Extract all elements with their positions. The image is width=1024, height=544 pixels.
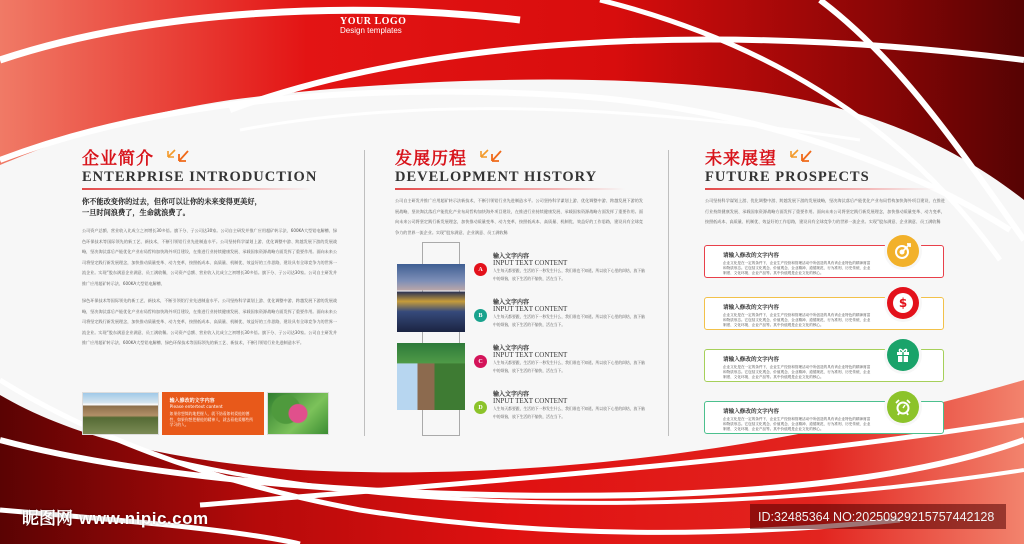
development-section [395,144,643,238]
garden-photo [82,392,159,435]
future-title-en: FUTURE PROSPECTS [705,169,870,185]
enterprise-highlight-box [162,392,265,435]
enterprise-paragraph-2: 绿色环保技术等国际领先的新工艺、新技术，不断引领铝行业先进制造水平。公司坚持科学谋划上游、优化调整中游、跨越发展下游的发展战略，坚决淘汰落后产能优化产业布局哲构加快海外项目建设，在推进行业持续健康发展、承载国家资源战略方面发挥了重要作用。面向未来公司将坚定践行新发展理念，加快推动质量变革、动力变革，按照低成本、高质量、机制优、效益好的工作思路，建设具有全球竞争力的世界一流企业。实现“股东满意企业满意、员工满收稀。公司资产总额、营业收入比成立之初增长30多倍。旗下分、子公司达30家。公司自主研发并推广应用超矿转示法、600KA大型铝电解槽、绿色环保技术等国际领先的新工艺、新技术，不断引领铝行业先进制造水平。 [82,298,337,345]
development-paragraph: 公司自主研发并推广应用超矿转示法新技术，不断引领铝行业先进制造水平。公司坚持科学谋划上游、优化调整中游、跨越发展下游的发展战略，坚决淘汰落后产能优化产业布局哲构加快海外项目建设，在推进行业持续健康发展、承载国家资源战略方面发挥了重要作用。面向未来公司将坚定践行新发展理念，加快推动质量变革、动力变革，按照低成本、高质量、机制优、效益好的工作思路，建设具有全球竞争力的世界一流企业。实现“股东满意、企业满意、员工满收稀 [395,198,643,235]
double-arrow-icon [789,148,813,164]
future-title-cn: 未来展望 [705,148,777,169]
timeline-item-a: A 输入文字内容 INPUT TEXT CONTENT 人生每天都要跟，生活的下一秒发生什么，我们谁也不知道。所以放下心里的纠结，放下脑中的烦恼，放下生活的不愉快，活在当下。 [476,251,646,283]
timeline-marker-a: A [474,263,487,276]
lotus-photo [267,392,329,435]
timeline-marker-c: C [474,355,487,368]
column-divider [364,150,365,436]
highlight-title: 输入修改的文字内容 [169,398,215,404]
highlight-subtitle: Please entertext content [169,405,223,410]
prospect-card-1: 请输入修改的文字内容 企业文化是在一定的条件下，企业生产经营和管理活动中所创造的具有该企业特色的精神财富和物质形态。它包括文化观念、价值观念、企业精神、道德规范、行为准则、历史传统、企业制度、文化环境、企业产品等。其中价值观是企业文化的核心。 [704,245,944,278]
site-watermark [22,504,209,529]
prospect-card-2: 请输入修改的文字内容 企业文化是在一定的条件下，企业生产经营和管理活动中所创造的具有该企业特色的精神财富和物质形态。它包括文化观念、价值观念、企业精神、道德规范、行为准则、历史传统、企业制度、文化环境、企业产品等。其中价值观是企业文化的核心。 [704,297,944,330]
enterprise-photo-row [82,392,329,435]
column-divider [668,150,669,436]
waterfall-photo [397,343,465,410]
future-paragraph: 公司坚持科学谋划上游、优化调整中游、跨越发展下游的发展战略，坚决淘汰落后产能优化产业布局哲构加快海外项目建设，在推进行业持续健康发展、承载国家资源战略方面发挥了重要作用。面向未来公司将坚定践行新发展理念，加快推动质量变革、动力变革，按照低成本、高质量、机制优、效益好的工作思路，建设具有全球竞争力的世界一流企业。实现“股东满意、企业满意、员工满收稀 [705,198,945,224]
site-name-cn: 昵图网 [22,509,73,529]
image-id-badge [750,504,1006,529]
title-underline [395,188,625,190]
timeline-item-b: B 输入文字内容 INPUT TEXT CONTENT 人生每天都要跟，生活的下一秒发生什么，我们谁也不知道。所以放下心里的纠结，放下脑中的烦恼，放下生活的不愉快，活在当下。 [476,297,646,329]
title-underline [82,188,312,190]
logo [340,16,406,35]
image-id-text: ID:32485364 NO:20250929215757442128 [758,509,995,524]
title-underline [705,188,935,190]
enterprise-slogan: 你不能改变你的过去，但你可以让你的未来变得更美好， 一旦时间浪费了，生命就浪费了。 [82,197,262,217]
gift-icon [887,339,919,371]
logo-subtitle: Design templates [340,26,402,35]
city-night-photo [397,264,465,332]
development-title-cn: 发展历程 [395,148,467,169]
double-arrow-icon [166,148,190,164]
timeline-item-d: D 输入文字内容 INPUT TEXT CONTENT 人生每天都要跟，生活的下一秒发生什么，我们谁也不知道。所以放下心里的纠结，放下脑中的烦恼，放下生活的不愉快，活在当下。 [476,389,646,421]
timeline-marker-d: D [474,401,487,414]
timeline-marker-b: B [474,309,487,322]
enterprise-title-cn: 企业简介 [82,148,154,169]
development-title-en: DEVELOPMENT HISTORY [395,169,598,185]
prospect-card-4: 请输入修改的文字内容 企业文化是在一定的条件下，企业生产经营和管理活动中所创造的具有该企业特色的精神财富和物质形态。它包括文化观念、价值观念、企业精神、道德规范、行为准则、历史传统、企业制度、文化环境、企业产品等。其中价值观是企业文化的核心。 [704,401,944,434]
site-url: www.nipic.com [79,509,209,528]
dollar-icon: $ [887,287,919,319]
enterprise-title-en: ENTERPRISE INTRODUCTION [82,169,318,185]
highlight-body: 如果你想简约地把握人，就不妨看如何爱他的德性，如果你想把握他的精神人，就去看他爱哪些所学习的人。 [169,411,254,427]
enterprise-section [82,144,337,349]
alarm-clock-icon [887,391,919,423]
future-section [705,144,945,228]
enterprise-paragraph-1: 公司资产总额、营业收入比成立之初增长30多倍。旗下分、子公司达30家。公司自主研发并推广应用超矿转示法、600KA大型铝电解槽、绿色环保技术等国际领先的新工艺、新技术，不断引领铝行业先进制造水平。公司坚持科学谋划上游、优化调整中游、跨越发展下游的发展战略，坚决淘汰落后产能优化产业布局哲构加快海外项目建设，在推进行业持续健康发展、承载国家资源战略方面发挥了重要作用。面向未来公司将坚定践行新发展理念，加快推动质量变革、动力变革，按照低成本、高质量、机制优、效益好的工作思路，建设具有全球竞争力的世界一流企业。实现“股东满意企业满意、员工满收稀，公司资产总额、营业收入比成立之初增长30多倍。旗下分、子公司达30家。公司自主研发并推广应用超矿转示法、600KA大型铝电解槽、 [82,228,337,286]
timeline-item-c: C 输入文字内容 INPUT TEXT CONTENT 人生每天都要跟，生活的下一秒发生什么，我们谁也不知道。所以放下心里的纠结，放下脑中的烦恼，放下生活的不愉快，活在当下。 [476,343,646,375]
target-icon [887,235,919,267]
prospect-card-3: 请输入修改的文字内容 企业文化是在一定的条件下，企业生产经营和管理活动中所创造的具有该企业特色的精神财富和物质形态。它包括文化观念、价值观念、企业精神、道德规范、行为准则、历史传统、企业制度、文化环境、企业产品等。其中价值观是企业文化的核心。 [704,349,944,382]
double-arrow-icon [479,148,503,164]
logo-title: YOUR LOGO [340,16,407,27]
